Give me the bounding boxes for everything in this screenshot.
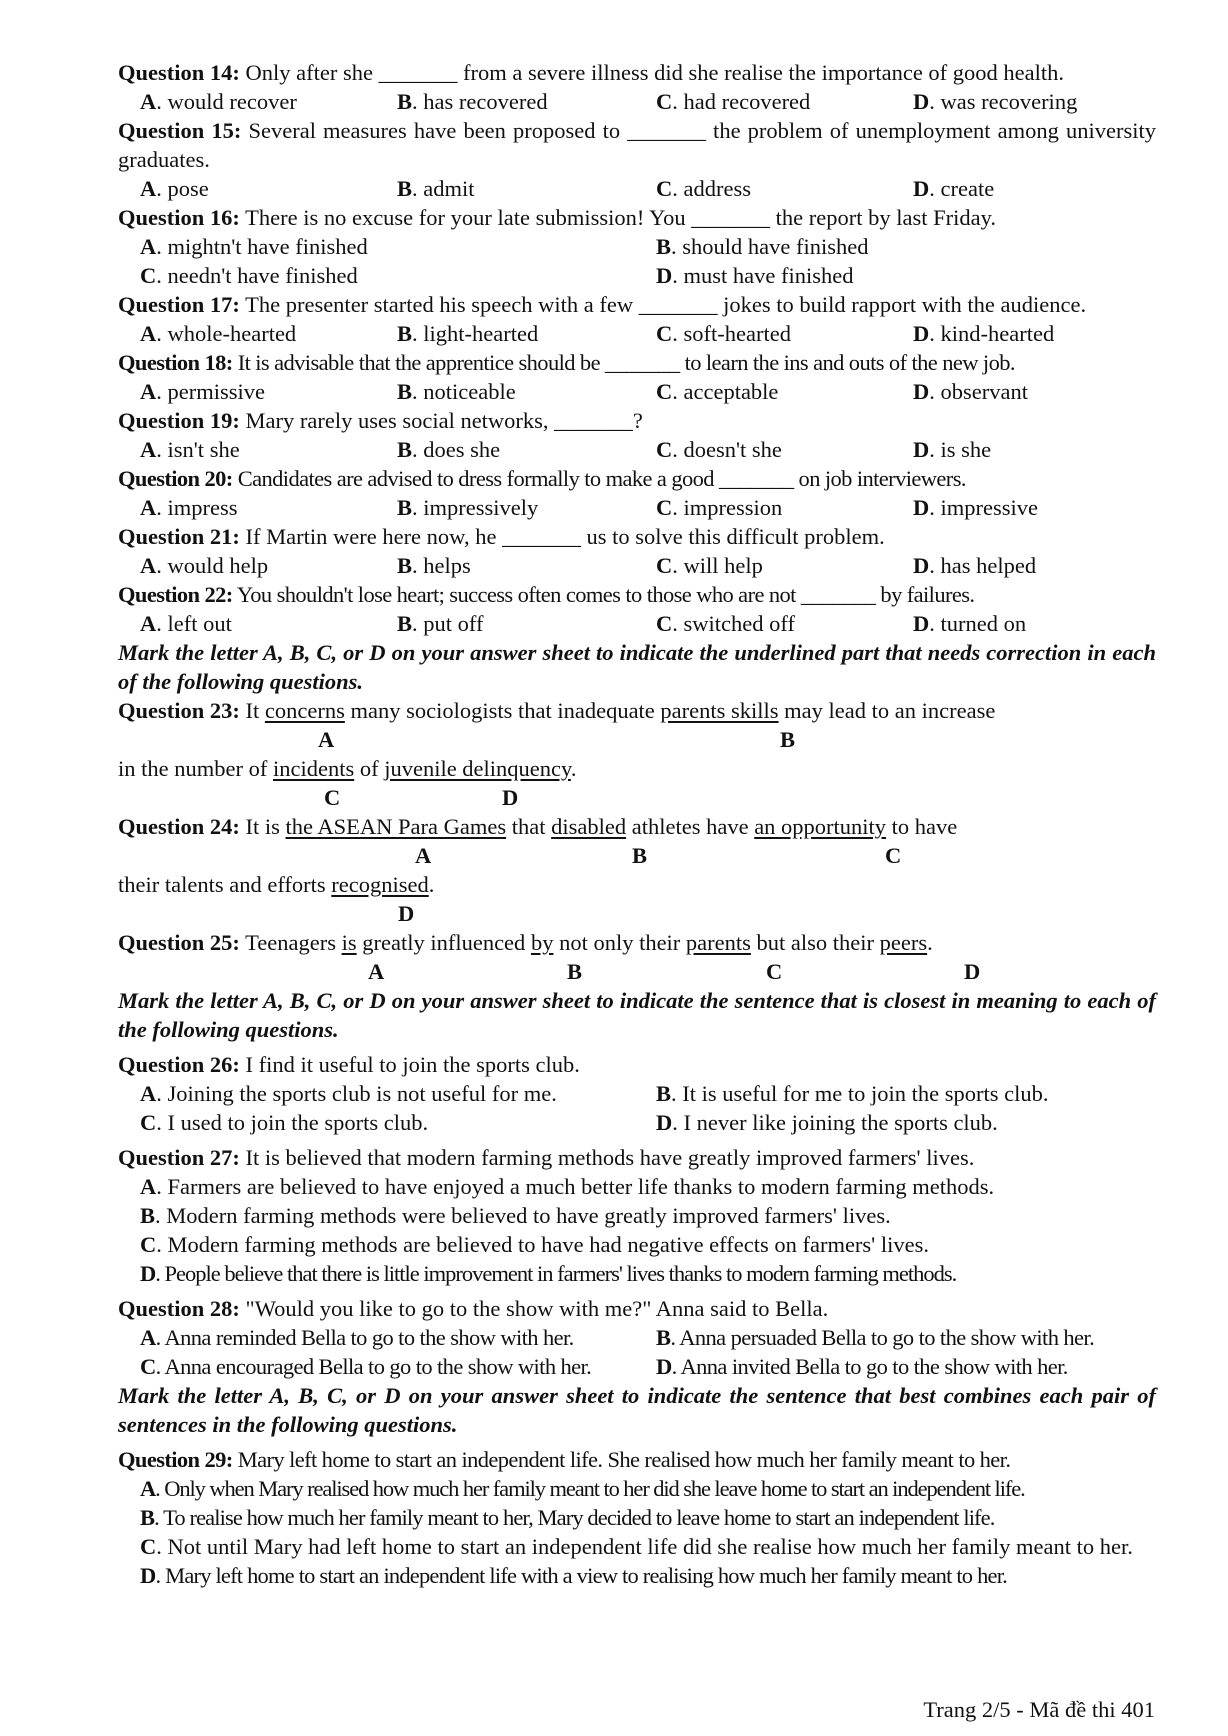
section-instruction-meaning: Mark the letter A, B, C, or D on your answer sheet to indicate the sentence that is closest in meaning to each of the following questions. <box>118 988 1156 1042</box>
options-14 <box>118 87 1156 116</box>
option-a: A. Farmers are believed to have enjoyed a much better life thanks to modern farming methods. <box>140 1174 995 1199</box>
option-b: B. Modern farming methods were believed to have greatly improved farmers' lives. <box>140 1203 891 1228</box>
option-d: D. create <box>913 176 995 201</box>
answer-markers: A B <box>318 727 796 752</box>
underlined-d: peers <box>879 930 928 955</box>
option-b: B. has recovered <box>397 89 548 114</box>
answer-markers: C D <box>324 785 519 810</box>
page-footer: Trang 2/5 - Mã đề thi 401 <box>923 1697 1155 1722</box>
option-a: A. Anna reminded Bella to go to the show with her. <box>140 1325 574 1350</box>
options-16 <box>118 232 1156 290</box>
option-a: A. pose <box>140 176 209 201</box>
option-c: C. Modern farming methods are believed to have had negative effects on farmers' lives. <box>140 1232 929 1257</box>
option-b: B. admit <box>397 176 475 201</box>
question-17: Question 17: The presenter started his speech with a few _______ jokes to build rapport with the audience. <box>118 292 1087 317</box>
question-24: Question 24: It is the ASEAN Para Games that disabled athletes have an opportunity to have <box>118 814 958 839</box>
question-18: Question 18: It is advisable that the apprentice should be _______ to learn the ins and outs of the new job. <box>118 350 1015 375</box>
option-c: C. had recovered <box>656 89 811 114</box>
underlined-d: juvenile delinquency <box>384 756 571 781</box>
options-28 <box>118 1323 1156 1381</box>
answer-markers: D <box>398 901 415 926</box>
question-26: Question 26: I find it useful to join the sports club. <box>118 1052 580 1077</box>
option-b: B. light-hearted <box>397 321 539 346</box>
options-21 <box>118 551 1156 580</box>
answer-markers: A B C <box>415 843 902 868</box>
option-b: B. It is useful for me to join the sports club. <box>656 1081 1049 1106</box>
options-19 <box>118 435 1156 464</box>
option-c: C. address <box>656 176 751 201</box>
option-a: A. impress <box>140 495 238 520</box>
option-d: D. turned on <box>913 611 1027 636</box>
option-b: B. does she <box>397 437 501 462</box>
option-a: A. permissive <box>140 379 265 404</box>
question-21: Question 21: If Martin were here now, he _______ us to solve this difficult problem. <box>118 524 885 549</box>
option-d: D. must have finished <box>656 263 854 288</box>
option-d: D. I never like joining the sports club. <box>656 1110 998 1135</box>
question-25: Question 25: Teenagers is greatly influenced by not only their parents but also their peers. <box>118 930 933 955</box>
section-instruction-combine: Mark the letter A, B, C, or D on your answer sheet to indicate the sentence that best combines each pair of sentences in the following questions. <box>118 1383 1156 1437</box>
options-18 <box>118 377 1156 406</box>
underlined-c: parents <box>685 930 751 955</box>
question-text: Only after she _______ from a severe illness did she realise the importance of good health. <box>239 60 1065 85</box>
option-c: C. Anna encouraged Bella to go to the show with her. <box>140 1354 592 1379</box>
underlined-c: incidents <box>272 756 355 781</box>
option-d: D. Anna invited Bella to go to the show with her. <box>656 1354 1068 1379</box>
option-b: B. should have finished <box>656 234 869 259</box>
option-d: D. kind-hearted <box>913 321 1055 346</box>
options-20 <box>118 493 1156 522</box>
option-a: A. Only when Mary realised how much her family meant to her did she leave home to start an independent life. <box>140 1476 1025 1501</box>
question-16: Question 16: There is no excuse for your late submission! You _______ the report by last Friday. <box>118 205 997 230</box>
option-b: B. To realise how much her family meant to her, Mary decided to leave home to start an independent life. <box>140 1505 995 1530</box>
option-b: B. put off <box>397 611 484 636</box>
question-22: Question 22: You shouldn't lose heart; success often comes to those who are not _______ by failures. <box>118 582 975 607</box>
question-20: Question 20: Candidates are advised to dress formally to make a good _______ on job interviewers. <box>118 466 966 491</box>
options-15 <box>118 174 1156 203</box>
option-c: C. impression <box>656 495 783 520</box>
underlined-b: disabled <box>551 814 627 839</box>
section-instruction-error: Mark the letter A, B, C, or D on your answer sheet to indicate the underlined part that needs correction in each of the following questions. <box>118 640 1156 694</box>
underlined-d: recognised <box>331 872 429 897</box>
question-27: Question 27: It is believed that modern farming methods have greatly improved farmers' lives. <box>118 1145 975 1170</box>
option-d: D. was recovering <box>913 89 1078 114</box>
option-c: C. needn't have finished <box>140 263 358 288</box>
options-17 <box>118 319 1156 348</box>
option-a: A. Joining the sports club is not useful for me. <box>140 1081 557 1106</box>
options-22 <box>118 609 1156 638</box>
question-15: Question 15: Several measures have been proposed to _______ the problem of unemployment among university graduates. <box>118 118 1156 172</box>
exam-page <box>118 58 1156 1590</box>
option-a: A. whole-hearted <box>140 321 297 346</box>
question-label: Question 14: <box>118 60 240 85</box>
option-d: D. has helped <box>913 553 1037 578</box>
option-c: C. acceptable <box>656 379 779 404</box>
question-23-cont: in the number of incidents of juvenile delinquency. <box>118 756 577 781</box>
option-c: C. switched off <box>656 611 795 636</box>
question-29: Question 29: Mary left home to start an independent life. She realised how much her family meant to her. <box>118 1447 1011 1472</box>
question-23: Question 23: It concerns many sociologists that inadequate parents skills may lead to an increase <box>118 698 996 723</box>
option-a: A. would help <box>140 553 269 578</box>
option-c: C. soft-hearted <box>656 321 791 346</box>
option-a: A. left out <box>140 611 232 636</box>
option-c: C. doesn't she <box>656 437 782 462</box>
option-c: C. Not until Mary had left home to start an independent life did she realise how much her family meant to her. <box>140 1534 1133 1559</box>
option-d: D. Mary left home to start an independent life with a view to realising how much her family meant to her. <box>140 1563 1007 1588</box>
option-b: B. helps <box>397 553 471 578</box>
underlined-a: the ASEAN Para Games <box>285 814 507 839</box>
option-b: B. noticeable <box>397 379 516 404</box>
underlined-a: is <box>341 930 357 955</box>
option-d: D. observant <box>913 379 1028 404</box>
option-b: B. impressively <box>397 495 539 520</box>
underlined-b: by <box>530 930 554 955</box>
option-a: A. isn't she <box>140 437 240 462</box>
option-a: A. would recover <box>140 89 297 114</box>
question-14 <box>118 58 1156 87</box>
underlined-a: concerns <box>264 698 345 723</box>
option-c: C. will help <box>656 553 763 578</box>
option-c: C. I used to join the sports club. <box>140 1110 429 1135</box>
question-19: Question 19: Mary rarely uses social networks, _______? <box>118 408 643 433</box>
question-24-cont: their talents and efforts recognised. <box>118 872 435 897</box>
underlined-c: an opportunity <box>754 814 887 839</box>
option-a: A. mightn't have finished <box>140 234 368 259</box>
option-d: D. is she <box>913 437 992 462</box>
option-b: B. Anna persuaded Bella to go to the show with her. <box>656 1325 1095 1350</box>
question-28: Question 28: "Would you like to go to the show with me?" Anna said to Bella. <box>118 1296 829 1321</box>
options-26 <box>118 1079 1156 1137</box>
option-d: D. impressive <box>913 495 1038 520</box>
option-d: D. People believe that there is little improvement in farmers' lives thanks to modern farming methods. <box>140 1261 957 1286</box>
underlined-b: parents skills <box>660 698 779 723</box>
answer-markers: A B C D <box>368 959 981 984</box>
